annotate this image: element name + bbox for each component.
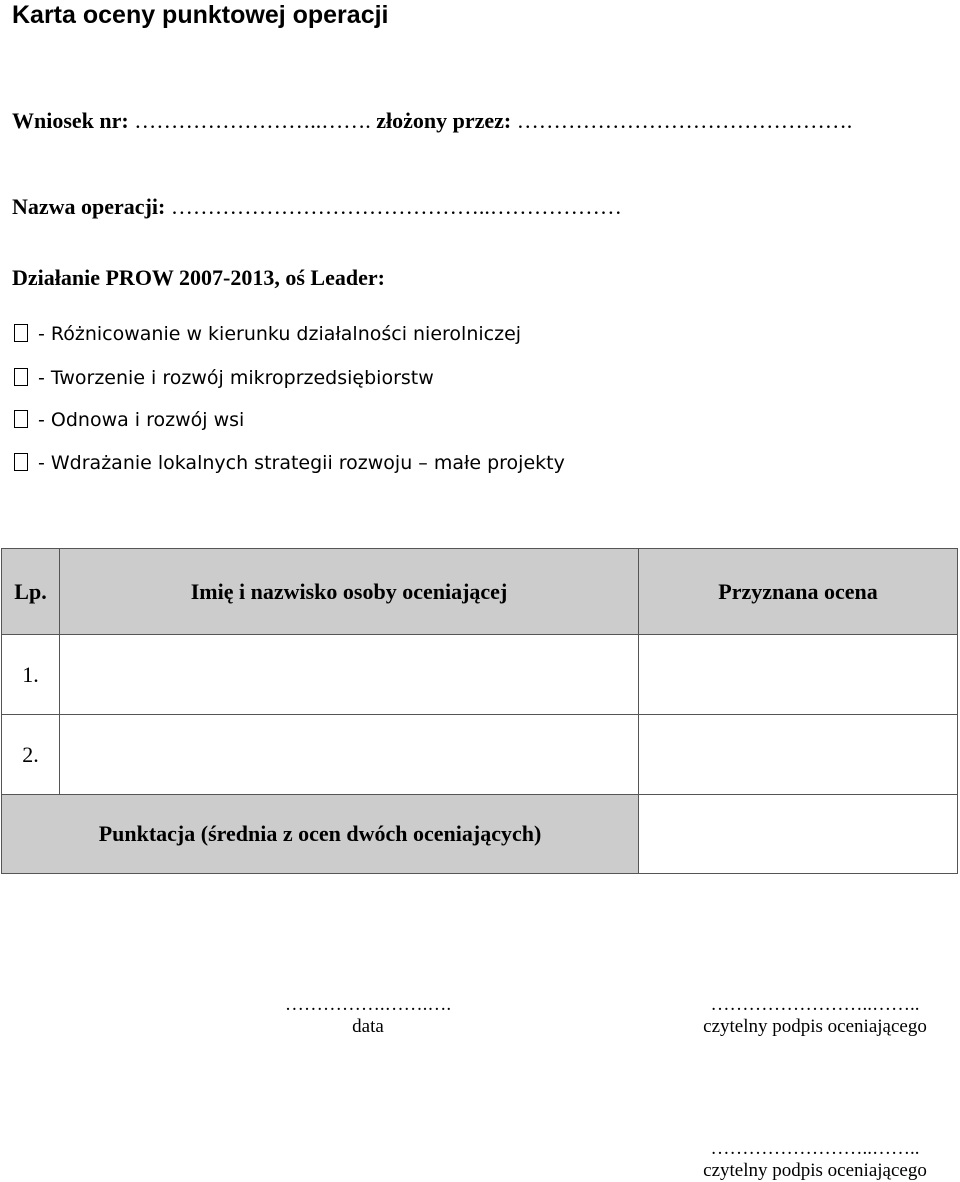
header-lp: Lp. [2,549,60,635]
date-label: data [352,1016,384,1037]
signature-field-2[interactable]: ……………………..…….. [710,1138,920,1159]
operation-name-label: Nazwa operacji: [12,194,166,219]
table-row [2,715,958,795]
summary-value-cell[interactable] [639,795,958,874]
signature-field-1[interactable]: ……………………..…….. [710,994,920,1015]
header-score: Przyznana ocena [639,549,958,635]
signature-label-2: czytelny podpis oceniającego [703,1160,927,1181]
measure-option[interactable] [12,322,521,346]
measure-option[interactable] [12,408,244,432]
row-lp: 2. [2,715,60,795]
summary-row [2,795,958,874]
evaluation-table [1,548,958,874]
measure-option[interactable] [12,366,434,390]
summary-label: Punktacja (średnia z ocen dwóch oceniających) [2,795,639,874]
score-cell[interactable] [639,635,958,715]
checkbox-icon[interactable] [14,368,28,386]
checkbox-icon[interactable] [14,410,28,428]
operation-name-line [12,194,622,220]
application-line [12,108,852,134]
score-cell[interactable] [639,715,958,795]
measure-heading: Działanie PROW 2007-2013, oś Leader: [12,265,385,290]
checkbox-icon[interactable] [14,324,28,342]
application-number-label: Wniosek nr: [12,108,129,133]
header-name: Imię i nazwisko osoby oceniającej [60,549,639,635]
submitted-by-field[interactable]: ………………………………………. [516,108,853,133]
submitted-by-label: złożony przez: [376,108,512,133]
table-row [2,635,958,715]
application-number-field[interactable]: ……………………..……. [134,108,371,133]
measure-option-label: - Odnowa i rozwój wsi [38,409,245,431]
date-field[interactable]: …………….…….…. [284,994,452,1015]
measure-option[interactable] [12,451,565,475]
signature-label-1: czytelny podpis oceniającego [703,1016,927,1037]
measure-option-label: - Różnicowanie w kierunku działalności nierolniczej [38,323,522,345]
evaluator-name-cell[interactable] [60,635,639,715]
table-header-row [2,549,958,635]
operation-name-field[interactable]: ……………………………………..……………… [170,194,622,219]
row-lp: 1. [2,635,60,715]
measure-option-label: - Wdrażanie lokalnych strategii rozwoju – małe projekty [38,452,565,474]
evaluator-name-cell[interactable] [60,715,639,795]
checkbox-icon[interactable] [14,453,28,471]
page-title: Karta oceny punktowej operacji [12,1,389,29]
signature-block-2 [680,1138,950,1182]
date-block [248,994,488,1038]
measure-option-label: - Tworzenie i rozwój mikroprzedsiębiorstw [38,367,434,389]
signature-block-1 [680,994,950,1038]
